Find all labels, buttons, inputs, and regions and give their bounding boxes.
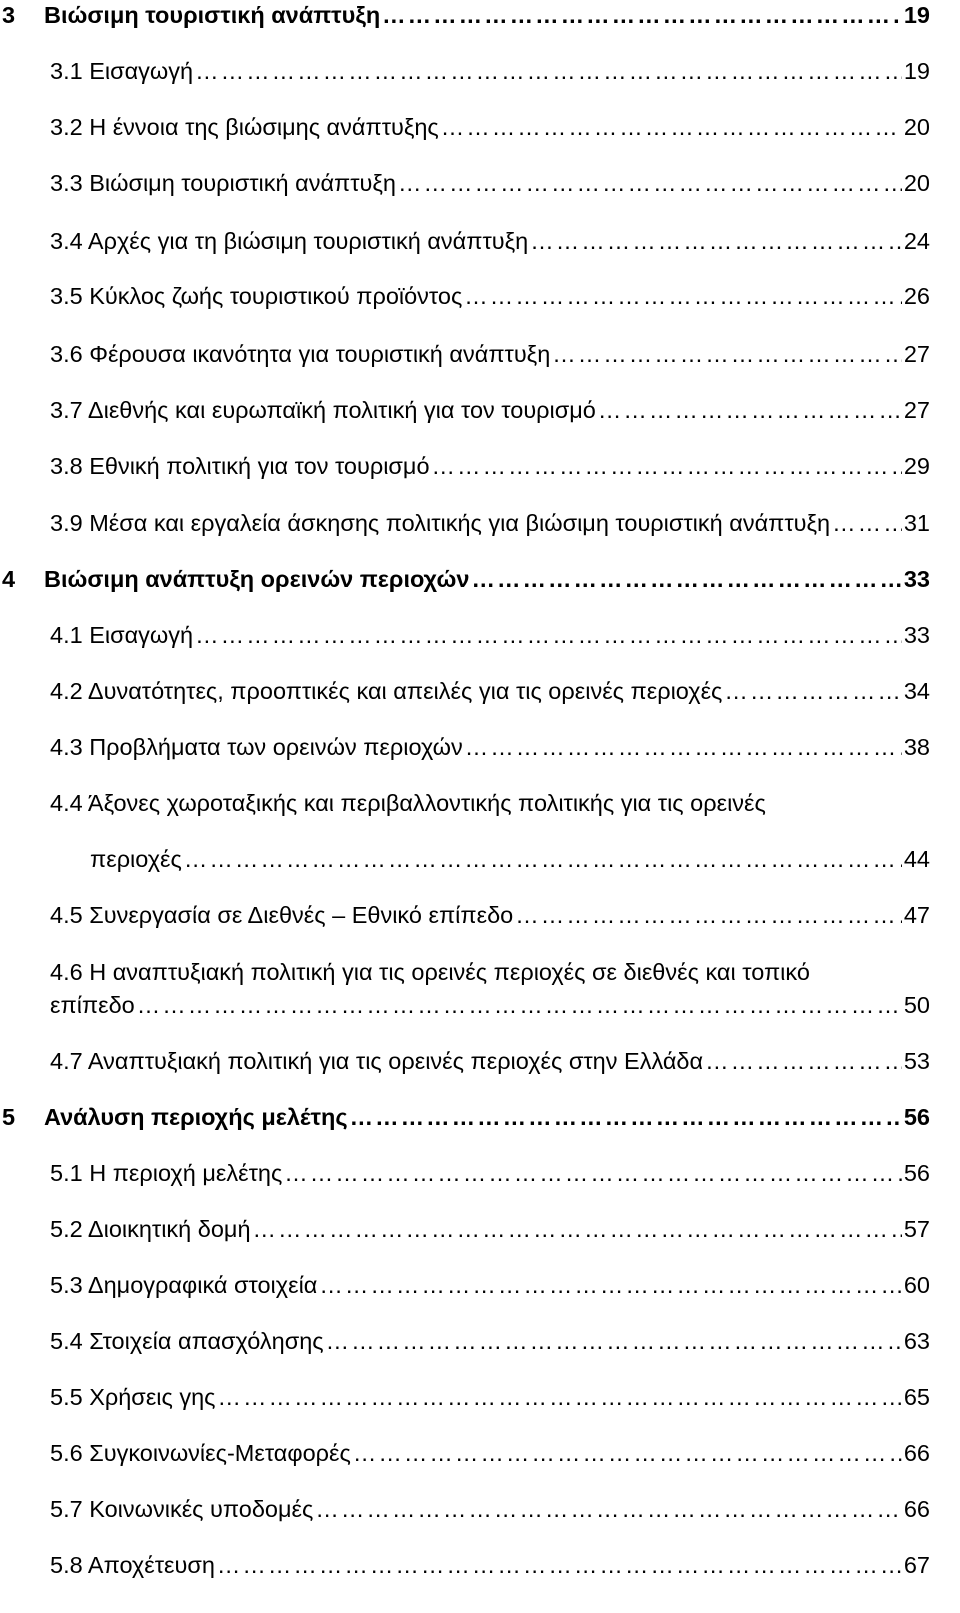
dot-leader <box>832 508 902 538</box>
page-number: 44 <box>903 846 930 872</box>
toc-title: 4.1 Εισαγωγή <box>50 622 194 648</box>
toc-chapter-4[interactable] <box>0 564 960 604</box>
toc-title: 5.5 Χρήσεις γης <box>50 1384 216 1410</box>
toc-line <box>90 844 930 874</box>
dot-leader <box>724 676 901 706</box>
toc-entry-4-4[interactable] <box>0 788 960 828</box>
page-number: 50 <box>903 992 930 1018</box>
page-number: 53 <box>903 1048 930 1074</box>
toc-title: 3.8 Εθνική πολιτική για τον τουρισμό <box>50 453 430 479</box>
toc-entry-3-6[interactable] <box>0 339 960 379</box>
toc-line <box>50 451 930 481</box>
toc-title: 5.3 Δημογραφικά στοιχεία <box>50 1272 318 1298</box>
toc-title: 3.7 Διεθνής και ευρωπαϊκή πολιτική για τον τουρισμό <box>50 397 596 423</box>
toc-chapter-3[interactable] <box>0 0 960 40</box>
page-number: 66 <box>903 1496 930 1522</box>
toc-line <box>50 508 930 538</box>
dot-leader <box>326 1326 902 1356</box>
dot-leader <box>471 564 901 594</box>
toc-line <box>50 990 930 1020</box>
page-number: 19 <box>903 58 930 84</box>
dot-leader <box>353 1438 902 1468</box>
toc-line <box>50 1494 930 1524</box>
page-number: 56 <box>903 1160 930 1186</box>
toc-title: 3.6 Φέρουσα ικανότητα για τουριστική ανάπτυξη <box>50 341 551 367</box>
toc-title: 5.8 Αποχέτευση <box>50 1552 215 1578</box>
toc-entry-4-4-cont[interactable] <box>0 844 960 884</box>
page-number: 27 <box>903 397 930 423</box>
toc-entry-3-2[interactable] <box>0 112 960 152</box>
dot-leader <box>382 0 902 30</box>
page-number: 66 <box>903 1440 930 1466</box>
page-number: 56 <box>903 1104 930 1130</box>
toc-title: 4.7 Αναπτυξιακή πολιτική για τις ορεινές περιοχές στην Ελλάδα <box>50 1048 704 1074</box>
toc-title: 4.6 Η αναπτυξιακή πολιτική για τις ορεινές περιοχές σε διεθνές και τοπικό <box>50 959 810 985</box>
toc-line <box>50 226 930 256</box>
dot-leader <box>530 226 902 256</box>
toc-line <box>50 620 930 650</box>
dot-leader <box>552 339 902 369</box>
toc-title: 5.6 Συγκοινωνίες-Μεταφορές <box>50 1440 351 1466</box>
toc-line <box>50 1270 930 1300</box>
toc-line <box>44 564 930 594</box>
toc-line <box>50 339 930 369</box>
page-number: 24 <box>903 228 930 254</box>
toc-title: 5.1 Η περιοχή μελέτης <box>50 1160 283 1186</box>
toc-line <box>44 0 930 30</box>
toc-entry-5-3[interactable] <box>0 1270 960 1310</box>
dot-leader <box>441 112 902 142</box>
toc-line <box>50 112 930 142</box>
toc-title: 3.9 Μέσα και εργαλεία άσκησης πολιτικής για βιώσιμη τουριστική ανάπτυξη <box>50 510 831 536</box>
toc-line <box>50 281 930 311</box>
toc-line <box>50 1046 930 1076</box>
page-number: 33 <box>903 622 930 648</box>
toc-entry-5-2[interactable] <box>0 1214 960 1254</box>
page-number: 31 <box>903 510 930 536</box>
toc-line <box>50 732 930 762</box>
dot-leader <box>253 1214 902 1244</box>
toc-entry-4-5[interactable] <box>0 900 960 940</box>
toc-line <box>50 1382 930 1412</box>
page-number: 60 <box>903 1272 930 1298</box>
dot-leader <box>184 844 902 874</box>
toc-entry-3-4[interactable] <box>0 226 960 266</box>
toc-title: 4.5 Συνεργασία σε Διεθνές – Εθνικό επίπεδο <box>50 902 514 928</box>
toc-title-cont: περιοχές <box>90 846 182 872</box>
page-number: 19 <box>903 2 930 28</box>
toc-line <box>50 1214 930 1244</box>
page-number: 33 <box>903 566 930 592</box>
toc-line <box>50 676 930 706</box>
toc-line <box>50 1438 930 1468</box>
dot-leader <box>137 990 902 1020</box>
toc-title: Ανάλυση περιοχής μελέτης <box>44 1104 348 1130</box>
toc-title: 4.2 Δυνατότητες, προοπτικές και απειλές για τις ορεινές περιοχές <box>50 678 723 704</box>
dot-leader <box>705 1046 902 1076</box>
toc-chapter-5[interactable] <box>0 1102 960 1142</box>
page-number: 29 <box>903 453 930 479</box>
page-number: 57 <box>903 1216 930 1242</box>
toc-title: 4.3 Προβλήματα των ορεινών περιοχών <box>50 734 463 760</box>
toc-title: 5.7 Κοινωνικές υποδομές <box>50 1496 314 1522</box>
page-number: 34 <box>903 678 930 704</box>
page-number: 27 <box>903 341 930 367</box>
toc-title: 4.4 Άξονες χωροταξικής και περιβαλλοντικής πολιτικής για τις ορεινές <box>50 790 766 816</box>
toc-line <box>44 1102 930 1132</box>
dot-leader <box>195 620 902 650</box>
chapter-number: 4 <box>2 566 16 592</box>
toc-entry-4-1[interactable] <box>0 620 960 660</box>
page-number: 65 <box>903 1384 930 1410</box>
toc-title: 3.5 Κύκλος ζωής τουριστικού προϊόντος <box>50 283 463 309</box>
toc-entry-5-1[interactable] <box>0 1158 960 1198</box>
dot-leader <box>432 451 902 481</box>
page-number: 20 <box>903 114 930 140</box>
toc-line <box>50 395 930 425</box>
chapter-number: 3 <box>2 2 16 28</box>
toc-entry-3-7[interactable] <box>0 395 960 435</box>
toc-title: Βιώσιμη τουριστική ανάπτυξη <box>44 2 381 28</box>
dot-leader <box>284 1158 902 1188</box>
dot-leader <box>464 281 902 311</box>
page-number: 26 <box>903 283 930 309</box>
toc-entry-3-5[interactable] <box>0 281 960 321</box>
toc-line <box>50 1326 930 1356</box>
toc-title: Βιώσιμη ανάπτυξη ορεινών περιοχών <box>44 566 470 592</box>
toc-entry-5-4[interactable] <box>0 1326 960 1366</box>
toc-entry-3-1[interactable] <box>0 56 960 96</box>
page-number: 38 <box>903 734 930 760</box>
dot-leader <box>315 1494 902 1524</box>
page-number: 67 <box>903 1552 930 1578</box>
toc-entry-3-9[interactable] <box>0 508 960 548</box>
toc-line <box>50 168 930 198</box>
toc-line <box>50 56 930 86</box>
toc-title-cont: επίπεδο <box>50 992 135 1018</box>
toc-entry-5-6[interactable] <box>0 1438 960 1478</box>
toc-title: 3.4 Αρχές για τη βιώσιμη τουριστική ανάπτυξη <box>50 228 529 254</box>
toc-title: 5.4 Στοιχεία απασχόλησης <box>50 1328 324 1354</box>
chapter-number: 5 <box>2 1104 16 1130</box>
toc-title: 3.2 Η έννοια της βιώσιμης ανάπτυξης <box>50 114 439 140</box>
dot-leader <box>515 900 902 930</box>
dot-leader <box>598 395 902 425</box>
toc-entry-3-3[interactable] <box>0 168 960 208</box>
toc-title: 5.2 Διοικητική δομή <box>50 1216 251 1242</box>
dot-leader <box>195 56 902 86</box>
page-number: 47 <box>903 902 930 928</box>
dot-leader <box>217 1550 902 1580</box>
dot-leader <box>350 1102 902 1132</box>
dot-leader <box>218 1382 902 1412</box>
toc-entry-3-8[interactable] <box>0 451 960 491</box>
toc-title: 3.1 Εισαγωγή <box>50 58 194 84</box>
dot-leader <box>319 1270 901 1300</box>
toc-entry-5-5[interactable] <box>0 1382 960 1422</box>
toc-entry-4-3[interactable] <box>0 732 960 772</box>
toc-title: 3.3 Βιώσιμη τουριστική ανάπτυξη <box>50 170 396 196</box>
toc-entry-4-7[interactable] <box>0 1046 960 1086</box>
toc-entry-5-8[interactable] <box>0 1550 960 1590</box>
toc-entry-4-6-cont[interactable] <box>0 990 960 1030</box>
dot-leader <box>398 168 902 198</box>
toc-entry-4-2[interactable] <box>0 676 960 716</box>
toc-line <box>50 900 930 930</box>
page-number: 20 <box>903 170 930 196</box>
toc-entry-5-7[interactable] <box>0 1494 960 1534</box>
dot-leader <box>465 732 902 762</box>
page-number: 63 <box>903 1328 930 1354</box>
toc-line <box>50 1550 930 1580</box>
toc-line <box>50 1158 930 1188</box>
